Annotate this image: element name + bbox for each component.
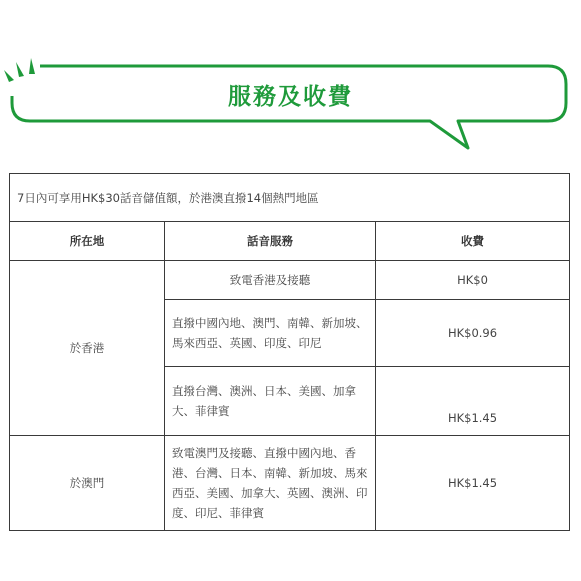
- service-cell: 直撥中國內地、澳門、南韓、新加坡、馬來西亞、英國、印度、印尼: [165, 300, 376, 367]
- fee-cell: HK$1.45: [376, 436, 570, 531]
- table-row: [10, 261, 570, 300]
- location-cell-hongkong: 於香港: [10, 261, 165, 436]
- fee-cell: HK$0.96: [376, 300, 570, 367]
- service-cell: 致電香港及接聽: [165, 261, 376, 300]
- header-banner: [0, 0, 581, 165]
- column-header-service: 話音服務: [165, 222, 376, 261]
- fee-cell: HK$0: [376, 261, 570, 300]
- service-cell: 致電澳門及接聽、直撥中國內地、香港、台灣、日本、南韓、新加坡、馬來西亞、美國、加拿大、英國、澳洲、印度、印尼、菲律賓: [165, 436, 376, 531]
- column-header-fee: 收費: [376, 222, 570, 261]
- intro-text: 7日內可享用HK$30話音儲值額，於港澳直撥14個熱門地區: [10, 174, 570, 222]
- fees-table: [9, 173, 570, 531]
- location-cell-macau: 於澳門: [10, 436, 165, 531]
- page-title: 服務及收費: [228, 84, 353, 110]
- service-cell: 直撥台灣、澳洲、日本、美國、加拿大、菲律賓: [165, 367, 376, 436]
- table-intro-row: [10, 174, 570, 222]
- fee-cell: HK$1.45: [376, 367, 570, 436]
- column-header-location: 所在地: [10, 222, 165, 261]
- burst-stroke-3: [29, 58, 35, 74]
- table-header-row: [10, 222, 570, 261]
- table-row: [10, 436, 570, 531]
- burst-stroke-2: [16, 62, 24, 77]
